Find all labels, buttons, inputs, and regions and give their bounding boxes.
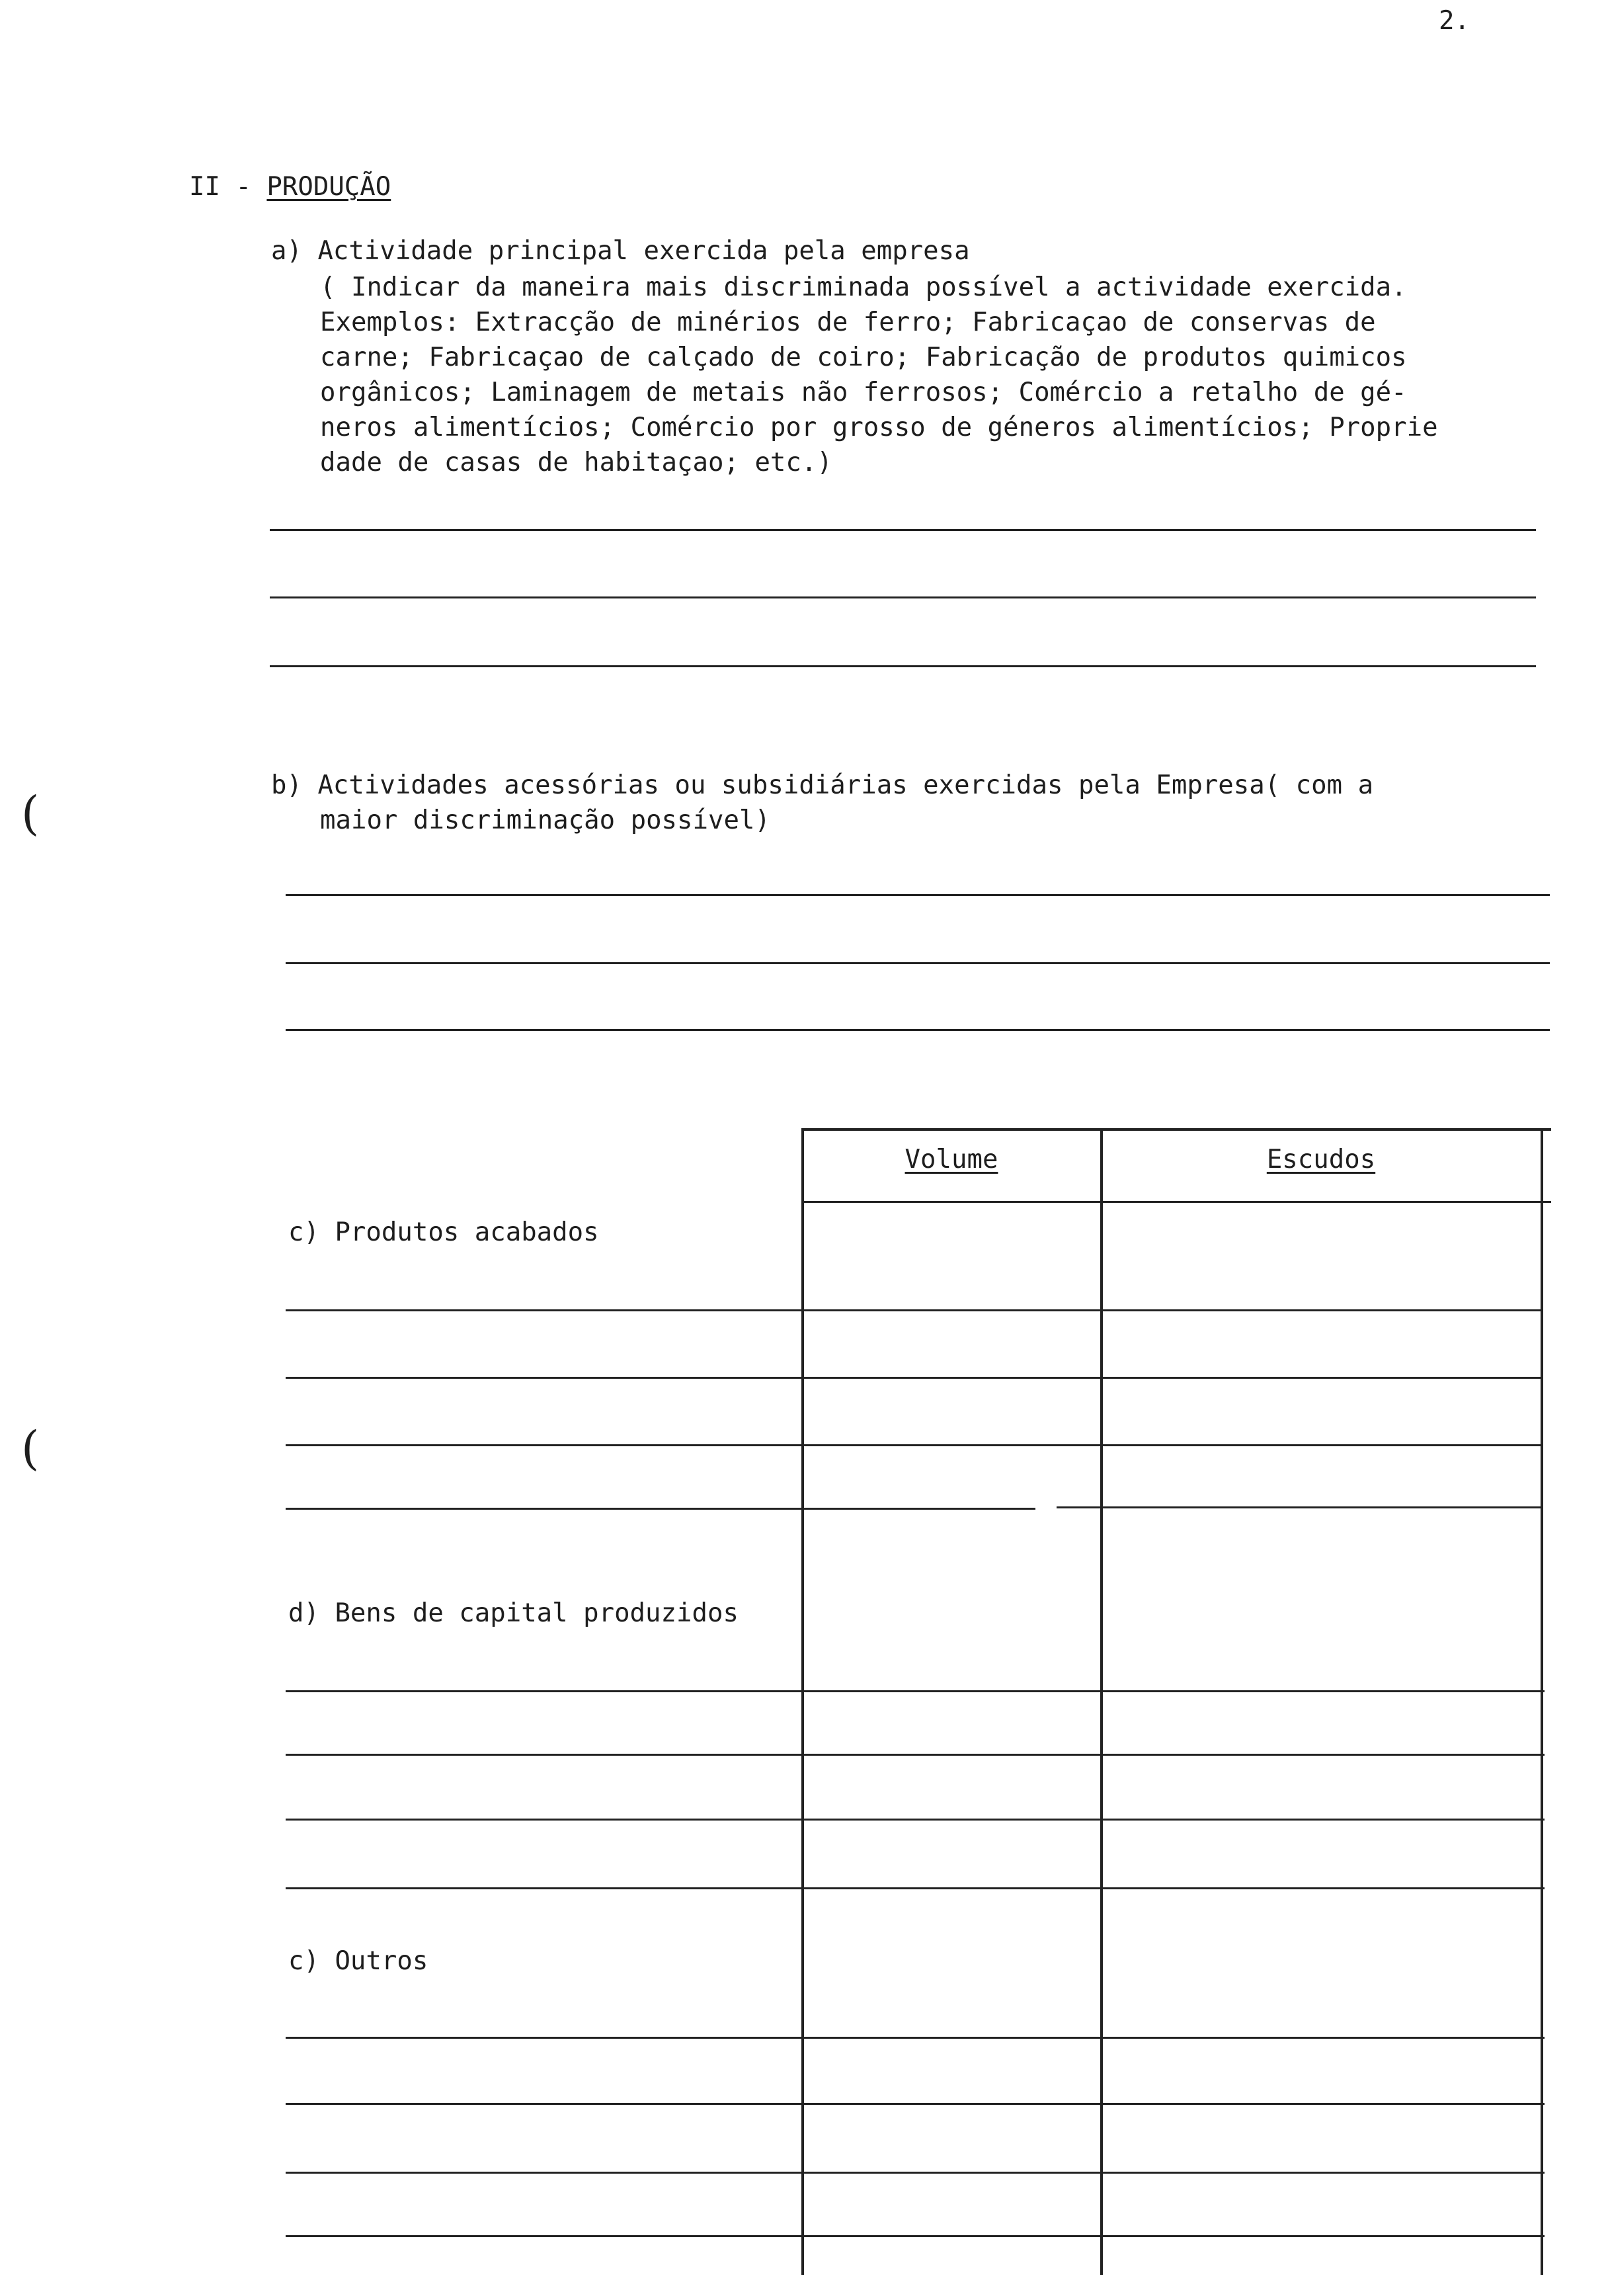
answer-line-b-2[interactable] [286, 962, 1550, 964]
section-title [189, 174, 391, 200]
row-line-c-4b[interactable] [1057, 1506, 1543, 1508]
row-line-d-4[interactable] [286, 1887, 1545, 1889]
answer-line-b-3[interactable] [286, 1029, 1550, 1031]
item-a-line-5: neros alimentícios; Comércio por grosso de géneros alimentícios; Proprie [320, 413, 1438, 442]
item-a-line-1: ( Indicar da maneira mais discriminada possível a actividade exercida. [320, 272, 1407, 302]
section-outros: c) Outros [288, 1946, 428, 1976]
row-line-c-3[interactable] [286, 1444, 1543, 1446]
row-line-d-1[interactable] [286, 1690, 1545, 1692]
margin-paren-1: ( [21, 786, 40, 840]
row-line-c-2[interactable] [286, 1377, 1543, 1379]
item-a-label: a) Actividade principal exercida pela empresa [271, 236, 970, 266]
section-prefix: II - [189, 172, 267, 202]
answer-line-b-1[interactable] [286, 894, 1550, 896]
table-top-border [803, 1128, 1551, 1131]
answer-line-a-3[interactable] [270, 665, 1536, 667]
section-produtos-acabados: c) Produtos acabados [288, 1217, 599, 1247]
item-a-line-2: Exemplos: Extracção de minérios de ferro; Fabricaçao de conservas de [320, 308, 1376, 337]
row-line-e-4[interactable] [286, 2235, 1545, 2237]
section-title-text: PRODUÇÃO [266, 172, 391, 202]
item-a-line-3: carne; Fabricaçao de calçado de coiro; Fabricação de produtos quimicos [320, 343, 1407, 372]
column-header-volume: Volume [904, 1145, 998, 1174]
margin-paren-2: ( [21, 1421, 40, 1475]
item-b-line-2: maior discriminação possível) [320, 805, 770, 835]
row-line-e-3[interactable] [286, 2172, 1545, 2174]
column-header-escudos: Escudos [1266, 1145, 1376, 1174]
row-line-d-3[interactable] [286, 1819, 1545, 1821]
answer-line-a-2[interactable] [270, 596, 1536, 598]
row-line-d-2[interactable] [286, 1754, 1545, 1756]
item-a-line-6: dade de casas de habitaçao; etc.) [320, 448, 832, 477]
row-line-c-4a[interactable] [286, 1508, 1035, 1510]
table-header-separator [803, 1201, 1551, 1203]
row-line-c-1[interactable] [286, 1309, 1543, 1311]
item-a-line-4: orgânicos; Laminagem de metais não ferrosos; Comércio a retalho de gé- [320, 378, 1407, 407]
row-line-e-1[interactable] [286, 2037, 1545, 2039]
answer-line-a-1[interactable] [270, 529, 1536, 531]
item-b-label: b) Actividades acessórias ou subsidiárias exercidas pela Empresa( com a [271, 770, 1374, 800]
page-number: 2. [1439, 6, 1470, 36]
section-bens-de-capital: d) Bens de capital produzidos [288, 1598, 739, 1628]
row-line-e-2[interactable] [286, 2103, 1545, 2105]
